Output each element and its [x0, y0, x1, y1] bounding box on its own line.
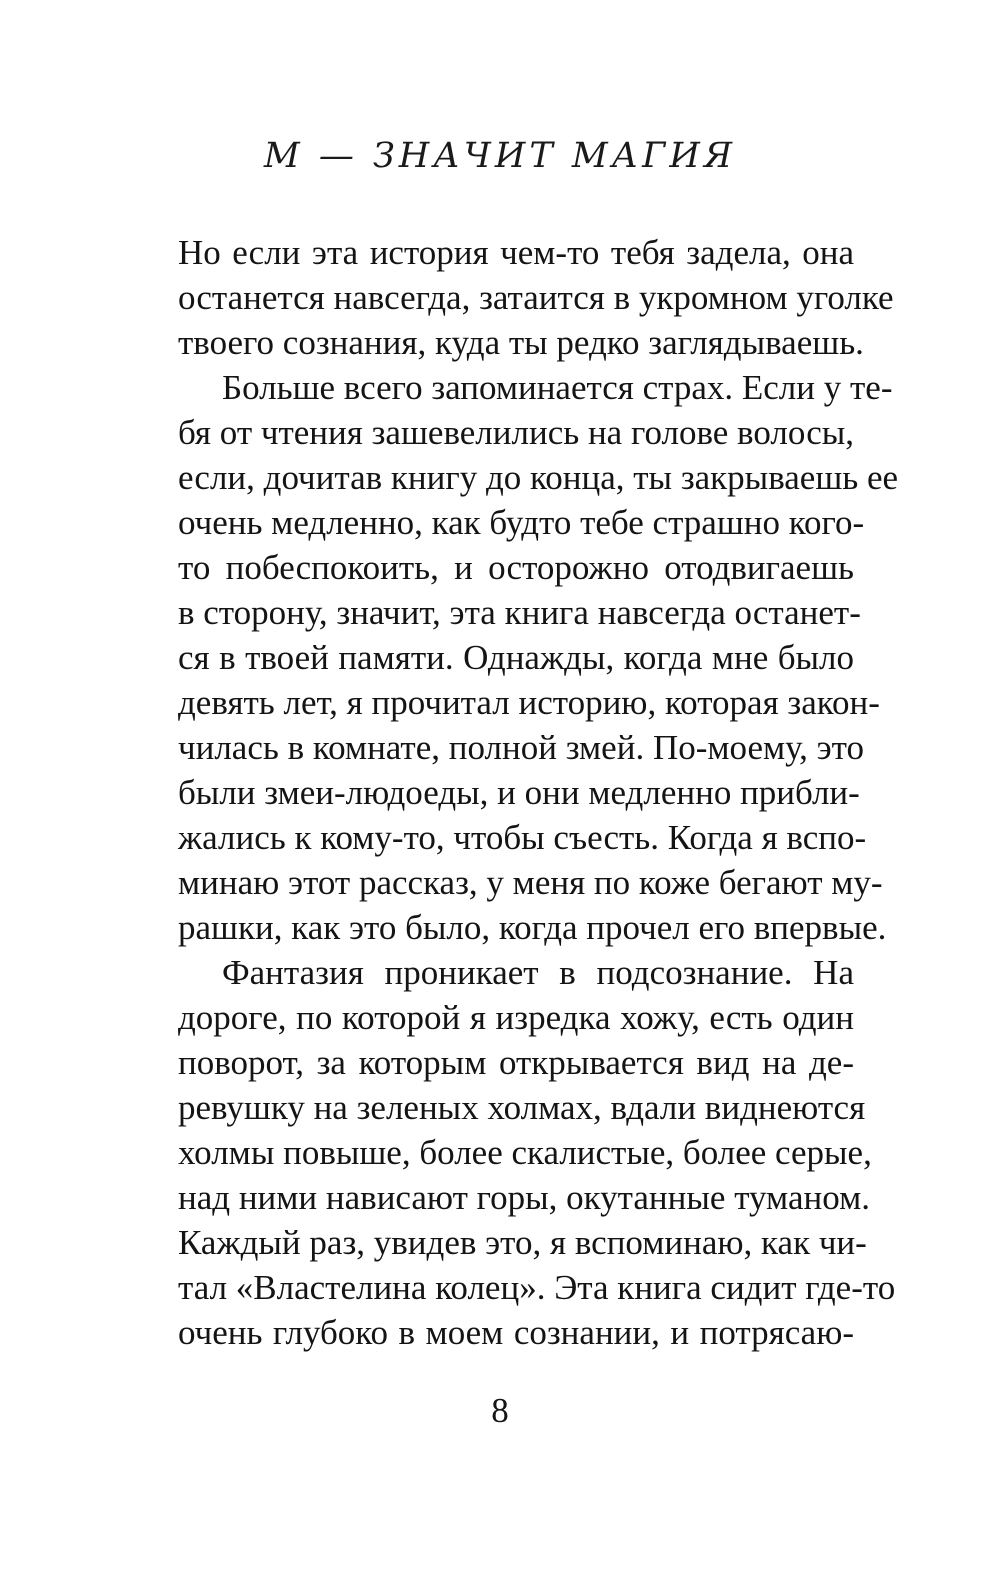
text-line: твоего сознания, куда ты редко заглядываешь.: [178, 323, 864, 362]
paragraph-first-line: Больше всего запоминается страх. Если у те-: [222, 368, 893, 407]
text-line: девять лет, я прочитал историю, которая закон-: [178, 683, 880, 722]
text-line: холмы повыше, более скалистые, более серые,: [178, 1133, 872, 1172]
text-line: то побеспокоить, и осторожно отодвигаешь: [178, 548, 854, 587]
text-line: были змеи-людоеды, и они медленно прибли-: [178, 773, 860, 812]
text-line: останется навсегда, затаится в укромном уголке: [178, 278, 894, 317]
text-line: очень медленно, как будто тебе страшно кого-: [178, 503, 865, 542]
text-line: минаю этот рассказ, у меня по коже бегают му-: [178, 863, 883, 902]
text-line: в сторону, значит, эта книга навсегда останет-: [178, 593, 861, 632]
text-line: над ними нависают горы, окутанные туманом.: [178, 1178, 870, 1217]
text-line: дороге, по которой я изредка хожу, есть один: [178, 998, 854, 1037]
text-line: бя от чтения зашевелились на голове волосы,: [178, 413, 855, 452]
text-line: жались к кому-то, чтобы съесть. Когда я вспо-: [178, 818, 867, 857]
text-line: Каждый раз, увидев это, я вспоминаю, как чи-: [178, 1223, 867, 1262]
text-line: ревушку на зеленых холмах, вдали виднеются: [178, 1088, 866, 1127]
running-title: М — ЗНАЧИТ МАГИЯ: [263, 136, 737, 176]
text-line: рашки, как это было, когда прочел его впервые.: [178, 908, 887, 947]
text-line: ся в твоей памяти. Однажды, когда мне было: [178, 638, 854, 677]
paragraph-first-line: Фантазия проникает в подсознание. На: [222, 953, 854, 992]
text-line: Но если эта история чем-то тебя задела, она: [178, 233, 854, 272]
text-line: тал «Властелина колец». Эта книга сидит где-то: [178, 1268, 896, 1307]
text-line: если, дочитав книгу до конца, ты закрываешь ее: [178, 458, 899, 497]
text-line: поворот, за которым открывается вид на де-: [178, 1043, 854, 1082]
text-line: очень глубоко в моем сознании, и потрясаю-: [178, 1313, 854, 1352]
text-line: чилась в комнате, полной змей. По-моему, это: [178, 728, 864, 767]
page-number: 8: [491, 1391, 509, 1430]
